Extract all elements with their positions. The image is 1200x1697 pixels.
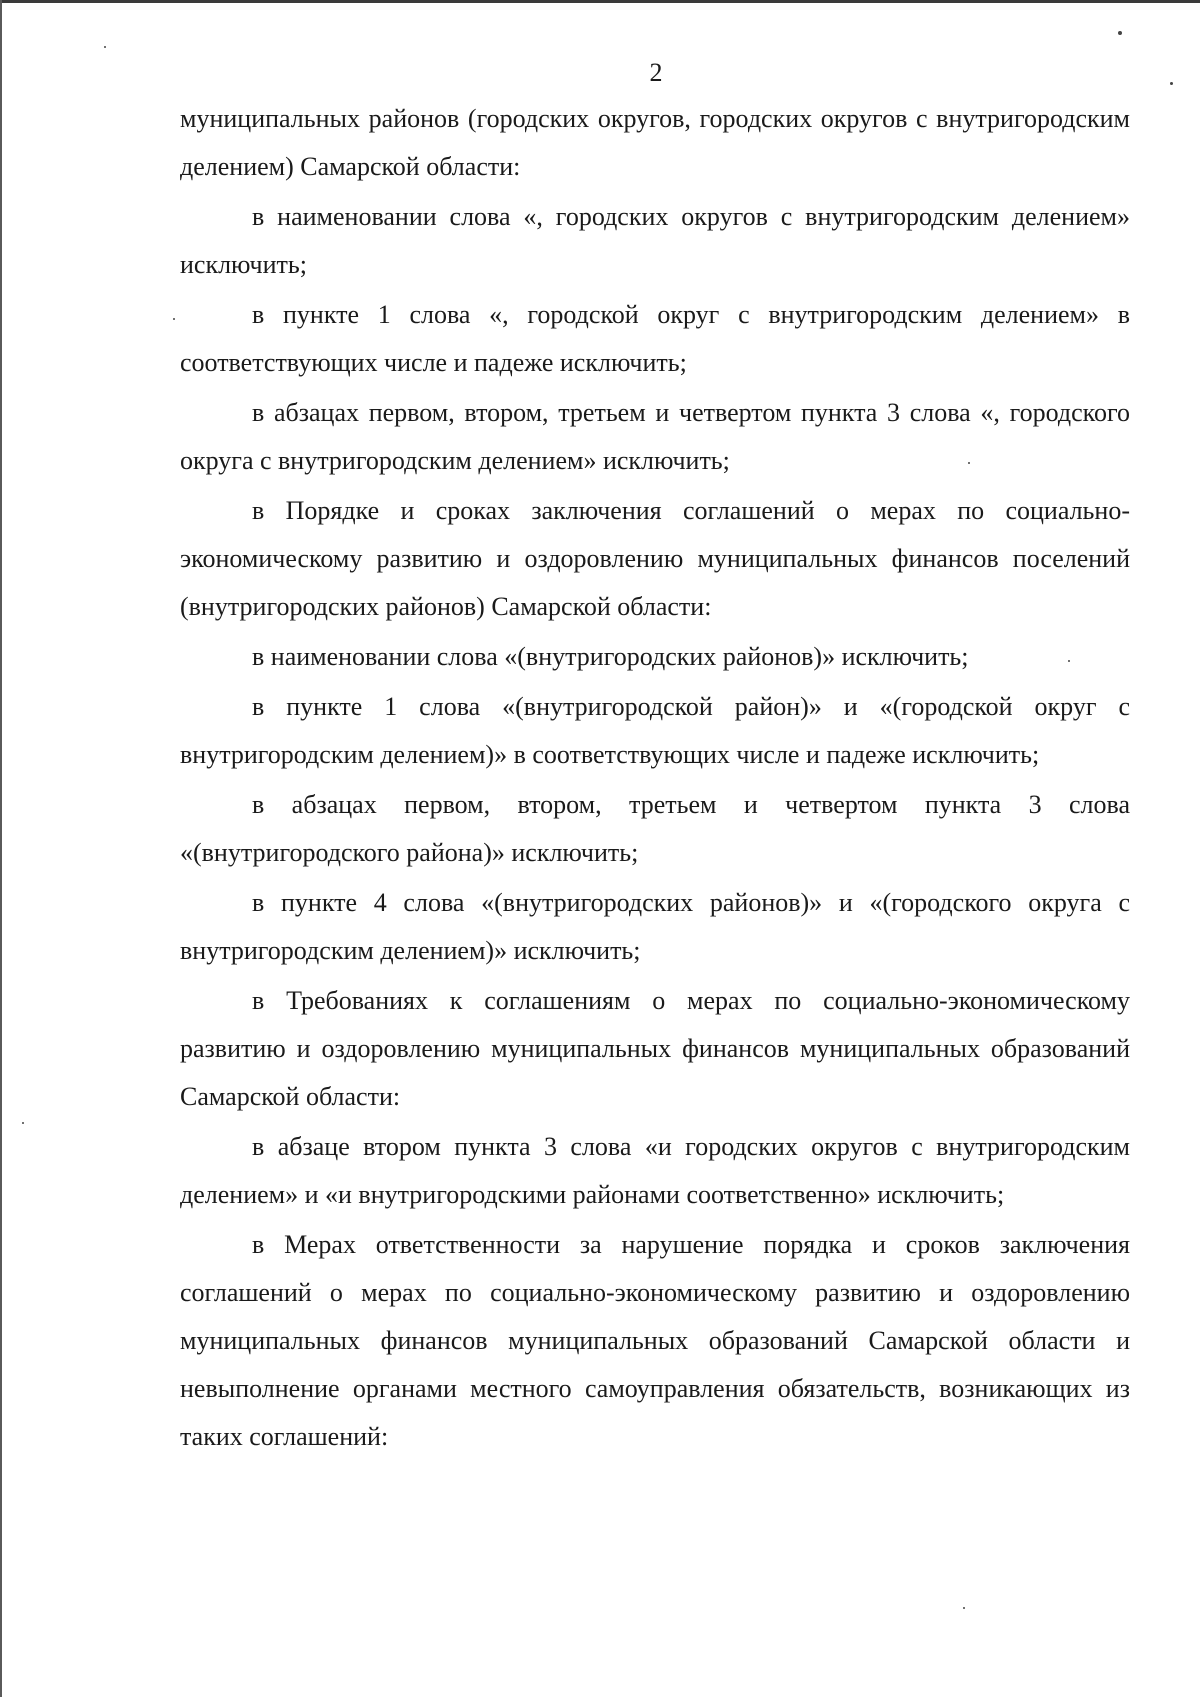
paragraph: в пункте 1 слова «, городской округ с внутригородским делением» в соответствующих числе и падеже исключить; [180, 300, 1130, 377]
paragraph: в Требованиях к соглашениям о мерах по социально-экономическому развитию и оздоровлению муниципальных финансов муниципальных образований Самарской области: [180, 986, 1130, 1111]
scan-speck [104, 46, 106, 48]
paragraph: в абзацах первом, втором, третьем и четвертом пункта 3 слова «, городского округа с внутригородским делением» исключить; [180, 398, 1130, 475]
document-body [180, 95, 1130, 1461]
scan-top-edge [0, 0, 1200, 3]
paragraph: в Порядке и сроках заключения соглашений о мерах по социально-экономическому развитию и оздоровлению муниципальных финансов поселений (внутригородских районов) Самарской области: [180, 496, 1130, 621]
scan-speck [1118, 31, 1122, 35]
scan-left-edge [0, 0, 2, 1697]
scan-speck [963, 1607, 965, 1609]
paragraph: в абзацах первом, втором, третьем и четвертом пункта 3 слова «(внутригородского района)» исключить; [180, 790, 1130, 867]
paragraph: в наименовании слова «, городских округов с внутригородским делением» исключить; [180, 202, 1130, 279]
scan-speck [22, 1122, 24, 1124]
paragraph: муниципальных районов (городских округов, городских округов с внутригородским делением) Самарской области: [180, 104, 1130, 181]
paragraph: в абзаце втором пункта 3 слова «и городских округов с внутригородским делением» и «и внутригородскими районами соответственно» исключить; [180, 1132, 1130, 1209]
page-number: 2 [649, 58, 663, 87]
paragraph: в пункте 1 слова «(внутригородской район)» и «(городской округ с внутригородским делением)» в соответствующих числе и падеже исключить; [180, 692, 1130, 769]
scan-speck [173, 318, 175, 320]
paragraph: в Мерах ответственности за нарушение порядка и сроков заключения соглашений о мерах по социально-экономическому развитию и оздоровлению муниципальных финансов муниципальных образований Самарской области и невыполнение органами местного самоуправления обязательств, возникающих из таких соглашений: [180, 1230, 1130, 1451]
paragraph: в пункте 4 слова «(внутригородских районов)» и «(городского округа с внутригородским делением)» исключить; [180, 888, 1130, 965]
paragraph: в наименовании слова «(внутригородских районов)» исключить; [252, 642, 969, 671]
